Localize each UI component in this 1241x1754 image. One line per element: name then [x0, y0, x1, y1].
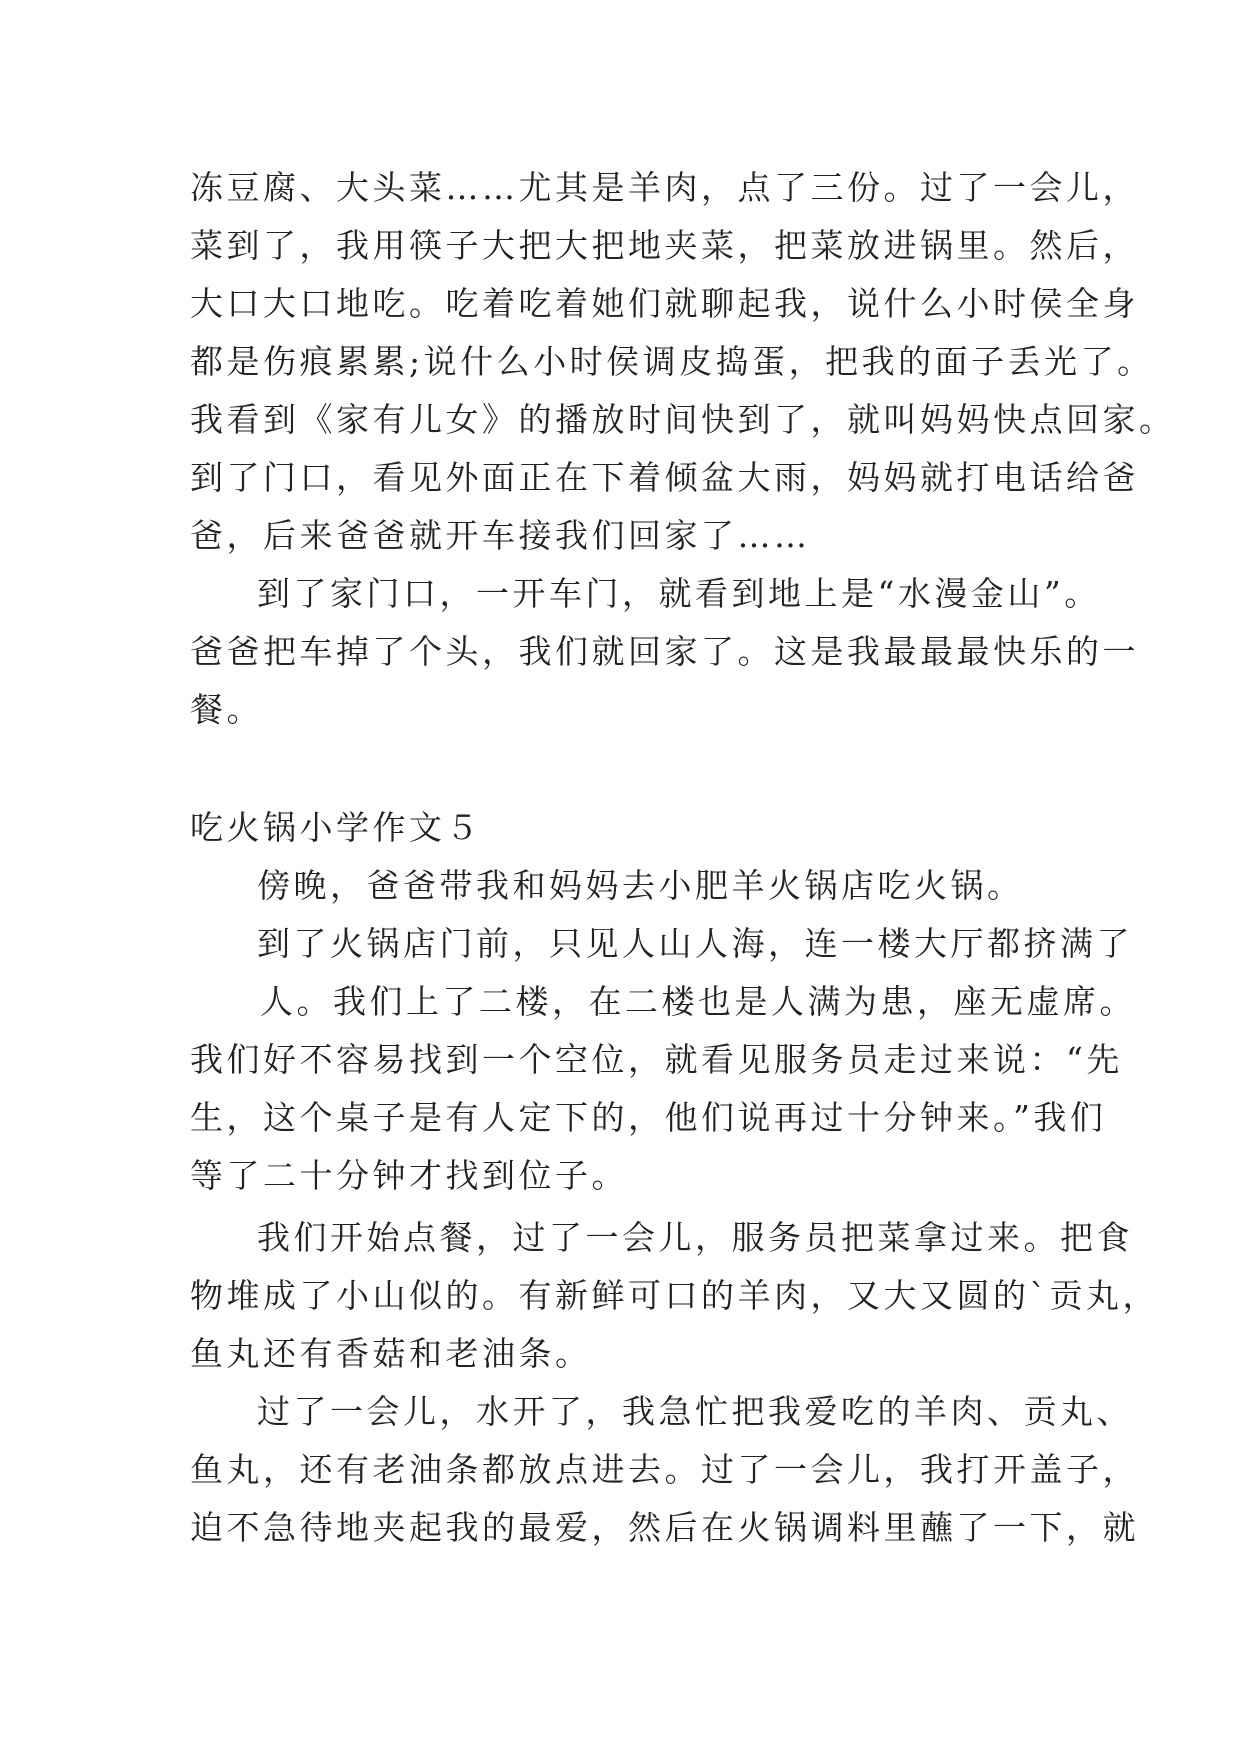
text-line: 爸，后来爸爸就开车接我们回家了…… — [190, 516, 811, 555]
text-line: 大口大口地吃。吃着吃着她们就聊起我，说什么小时侯全身 — [190, 284, 1139, 323]
text-line: 都是伤痕累累;说什么小时侯调皮捣蛋，把我的面子丢光了。 — [190, 342, 1154, 381]
text-line: 我看到《家有儿女》的播放时间快到了，就叫妈妈快点回家。 — [190, 400, 1176, 439]
text-line: 菜到了，我用筷子大把大把地夹菜，把菜放进锅里。然后， — [190, 226, 1139, 265]
text-line: 迫不急待地夹起我的最爱，然后在火锅调料里蘸了一下，就 — [190, 1508, 1139, 1547]
text-line: 过了一会儿，水开了，我急忙把我爱吃的羊肉、贡丸、 — [257, 1392, 1133, 1431]
text-line: 冻豆腐、大头菜……尤其是羊肉，点了三份。过了一会儿， — [190, 168, 1139, 207]
text-line: 鱼丸还有香菇和老油条。 — [190, 1334, 592, 1373]
text-line: 到了门口，看见外面正在下着倾盆大雨，妈妈就打电话给爸 — [190, 458, 1139, 497]
text-line: 生，这个桌子是有人定下的，他们说再过十分钟来。”我们 — [190, 1098, 1107, 1137]
text-line: 傍晚，爸爸带我和妈妈去小肥羊火锅店吃火锅。 — [257, 866, 1024, 905]
text-line: 人。我们上了二楼，在二楼也是人满为患，座无虚席。 — [260, 982, 1136, 1021]
text-line: 物堆成了小山似的。有新鲜可口的羊肉，又大又圆的`贡丸， — [190, 1276, 1159, 1315]
section-heading: 吃火锅小学作文５ — [190, 808, 482, 847]
text-line: 到了家门口，一开车门，就看到地上是“水漫金山”。 — [257, 574, 1101, 613]
text-line: 餐。 — [190, 690, 263, 729]
text-line: 我们开始点餐，过了一会儿，服务员把菜拿过来。把食 — [257, 1218, 1133, 1257]
text-line: 我们好不容易找到一个空位，就看见服务员走过来说：“先 — [190, 1040, 1123, 1079]
text-line: 到了火锅店门前，只见人山人海，连一楼大厅都挤满了 — [257, 924, 1133, 963]
text-line: 鱼丸，还有老油条都放点进去。过了一会儿，我打开盖子， — [190, 1450, 1139, 1489]
text-line: 等了二十分钟才找到位子。 — [190, 1156, 628, 1195]
text-line: 爸爸把车掉了个头，我们就回家了。这是我最最最快乐的一 — [190, 632, 1139, 671]
